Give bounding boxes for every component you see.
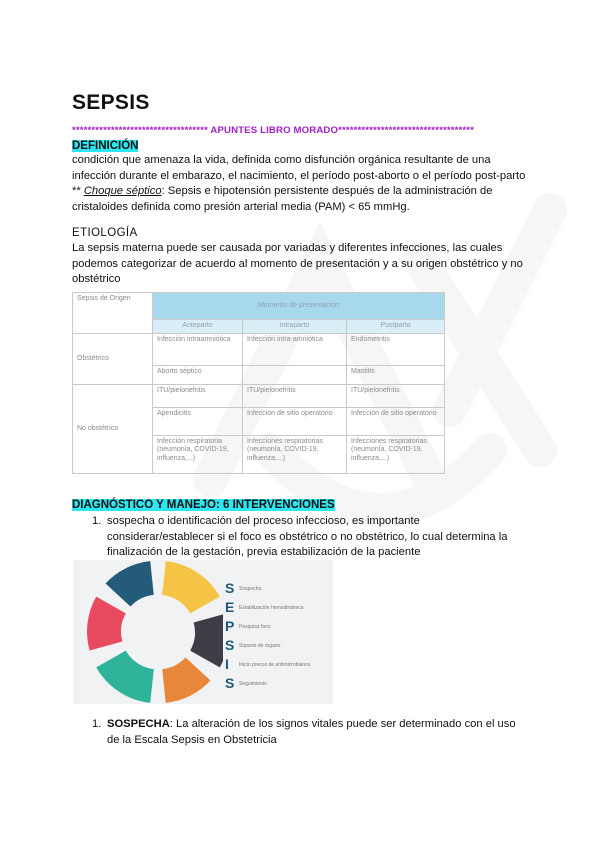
acronym-letter: S bbox=[225, 580, 235, 596]
acronym-letter: S bbox=[225, 675, 235, 691]
etiologia-heading: ETIOLOGÍA bbox=[72, 227, 138, 239]
table-cell: Aborto séptico bbox=[153, 366, 243, 385]
table-header-momento: Momento de presentación bbox=[153, 293, 445, 320]
table-header-origen: Sepsis de Origen bbox=[73, 293, 153, 334]
legend-item: Soporte de órgano bbox=[239, 643, 281, 649]
list-item: 1. sospecha o identificación del proceso infeccioso, es importante considerar/establecer si el foco es obstétrico o no obstétrico, lo cual determina la finalización de la gestación, previa estabilización de la paciente bbox=[92, 515, 508, 558]
ring-segment-dark bbox=[205, 618, 212, 659]
table-cell: ITU/pielonefritis bbox=[243, 385, 347, 407]
legend-item: Pesquisa foco bbox=[239, 624, 271, 630]
legend-item: Sospecha bbox=[239, 586, 262, 592]
definicion-heading: DEFINICIÓN bbox=[72, 140, 139, 152]
table-cell: Mastitis bbox=[347, 366, 445, 385]
ring-segment-red bbox=[104, 605, 111, 646]
row-header-obstetrico: Obstétrico bbox=[73, 334, 153, 385]
table-cell: Infecciones respiratorias (neumonía, COVID-19, influenza,...) bbox=[243, 435, 347, 473]
ring-segment-orange bbox=[164, 669, 198, 686]
sospecha-label: SOSPECHA bbox=[107, 718, 170, 730]
table-cell: Apendicitis bbox=[153, 407, 243, 435]
table-cell: ITU/pielonefritis bbox=[153, 385, 243, 407]
etiology-table bbox=[72, 292, 444, 474]
table-cell bbox=[243, 366, 347, 385]
table-subheader: Intraparto bbox=[243, 320, 347, 334]
legend-item: Estabilización hemodinámica bbox=[239, 605, 304, 611]
table-cell: Infecciones respiratorias (neumonía, COVID-19, influenza,...) bbox=[347, 435, 445, 473]
legend-item: Seguimiento bbox=[239, 681, 267, 687]
acronym-letter: S bbox=[225, 637, 235, 653]
acronym-letter: E bbox=[225, 599, 235, 615]
choque-septico-term: Choque séptico bbox=[83, 185, 162, 197]
table-cell: Endometritis bbox=[347, 334, 445, 366]
table-cell: Infección de sitio operatorio bbox=[243, 407, 347, 435]
sepsis-cycle-figure bbox=[73, 560, 333, 704]
page-title: SEPSIS bbox=[72, 91, 150, 114]
etiologia-text: La sepsis materna puede ser causada por variadas y diferentes infecciones, las cuales podemos categorizar de acuerdo al momento de presentación y a su origen obstétrico y no obstétrico bbox=[72, 242, 523, 285]
legend-item: Inicio precoz de antimicrobianos bbox=[239, 662, 311, 668]
table-subheader: Postparto bbox=[347, 320, 445, 334]
list-item: 1. SOSPECHA: La alteración de los signos vitales puede ser determinado con el uso de la Escala Sepsis en Obstetricia bbox=[92, 718, 516, 746]
ring-segment-teal bbox=[111, 659, 152, 686]
table-subheader: Anteparto bbox=[153, 320, 243, 334]
table-cell: Infección de sitio operatorio bbox=[347, 407, 445, 435]
table-cell: Infección intra-amniótica bbox=[243, 334, 347, 366]
table-cell: ITU/pielonefritis bbox=[347, 385, 445, 407]
diagnostico-heading: DIAGNÓSTICO Y MANEJO: 6 INTERVENCIONES bbox=[72, 499, 335, 511]
acronym-letter: P bbox=[225, 618, 235, 634]
ring-segment-blue bbox=[118, 578, 152, 595]
acronym-letter: I bbox=[225, 656, 229, 672]
ring-segment-yellow bbox=[164, 578, 205, 605]
row-header-no-obstetrico: No obstétrico bbox=[73, 385, 153, 474]
definicion-text: condición que amenaza la vida, definida como disfunción orgánica resultante de una infección durante el embarazo, el nacimiento, el período post-aborto o el período post-parto ** Choque séptico: Sepsis e hipotensión persistente después de la administración de cristaloides definida como presión arterial media (PAM) < 65 mmHg. bbox=[72, 154, 526, 213]
table-cell: Infección respiratoria (neumonía, COVID-19, influenza,...) bbox=[153, 435, 243, 473]
notes-banner: *********************************** APUNTES LIBRO MORADO*********************************** bbox=[72, 125, 475, 136]
cycle-ring-graphic bbox=[73, 560, 223, 704]
table-cell: Infección intraamniótica bbox=[153, 334, 243, 366]
